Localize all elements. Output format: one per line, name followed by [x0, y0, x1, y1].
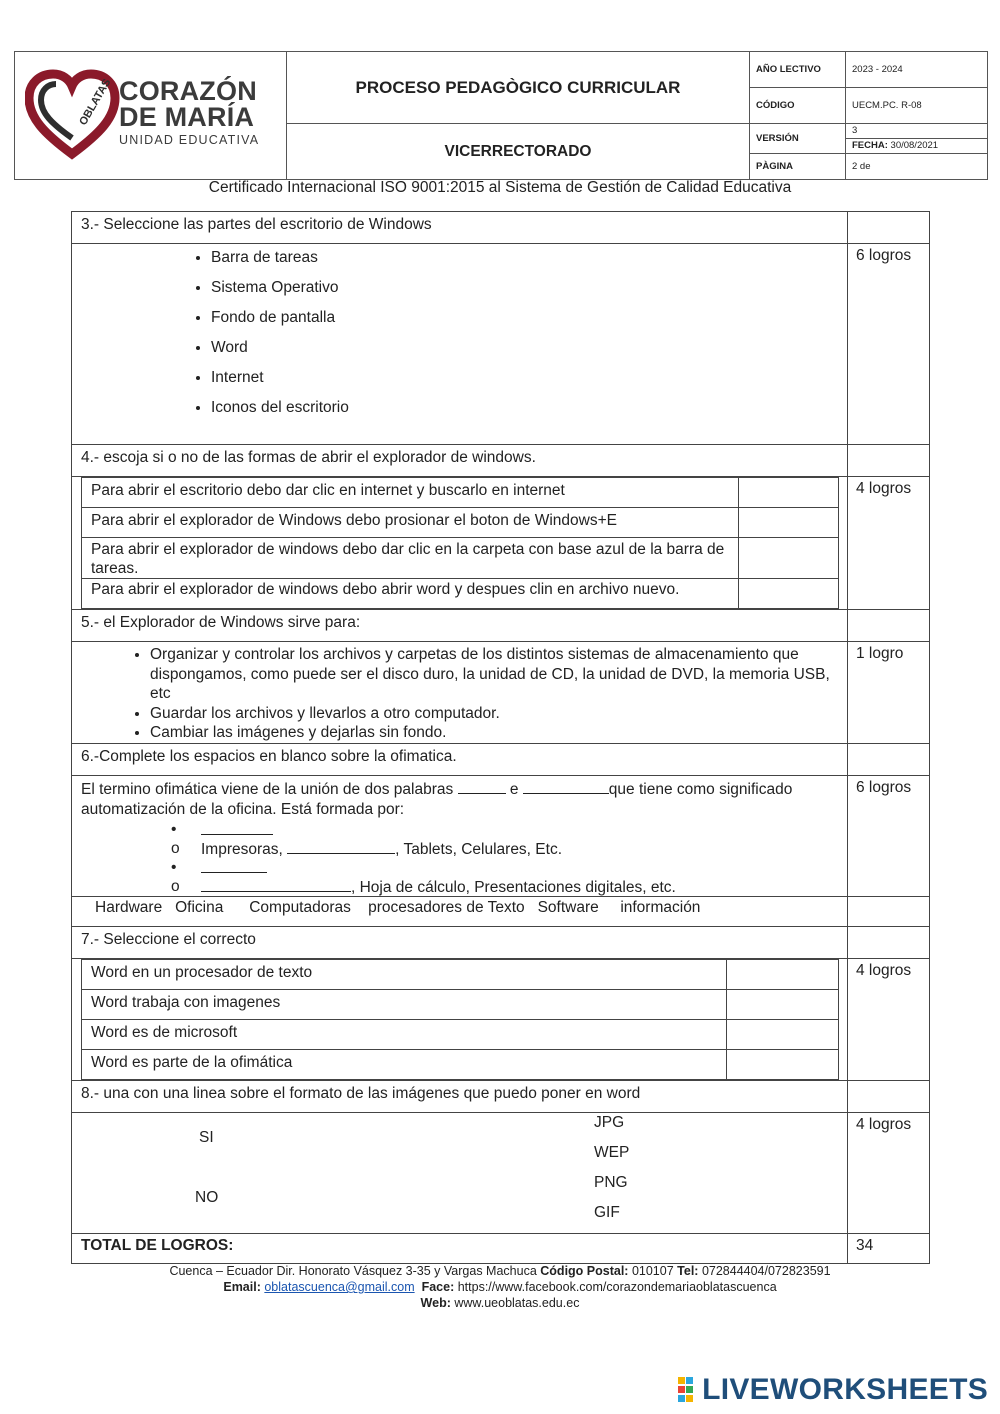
q7-answer-box[interactable]	[727, 989, 839, 1019]
document-title: PROCESO PEDAGÒGICO CURRICULAR	[287, 52, 750, 124]
q5-option[interactable]: • Cambiar las imágenes y dejarlas sin fondo.	[150, 723, 838, 743]
label-page: PÀGINA	[750, 154, 846, 180]
q3-option[interactable]: • Fondo de pantalla	[211, 306, 838, 336]
q3-option[interactable]: • Sistema Operativo	[211, 276, 838, 306]
label-date: FECHA:	[852, 140, 888, 151]
q8-score: 4 logros	[848, 1112, 930, 1233]
q5-option[interactable]: • Guardar los archivos y llevarlos a otro computador.	[150, 704, 838, 724]
q7-select-table	[81, 959, 839, 1080]
circle-bullet-icon: o	[171, 877, 180, 895]
q7-statement: Word en un procesador de texto	[82, 959, 727, 989]
q6-blank-sub1[interactable]	[201, 820, 273, 835]
word-bank-item[interactable]: Hardware	[95, 898, 163, 916]
bullet-icon: •	[171, 858, 177, 876]
q8-right-option[interactable]: JPG	[594, 1113, 625, 1131]
q4-statement: Para abrir el explorador de windows debo abrir word y despues clin en archivo nuevo.	[82, 579, 739, 609]
footer-contact-line	[0, 1279, 1000, 1295]
word-bank-item[interactable]: procesadores de Texto	[368, 898, 525, 916]
footer-address-line	[0, 1263, 1000, 1279]
word-bank-item[interactable]: Oficina	[175, 898, 224, 916]
q4-answer-box[interactable]	[739, 538, 839, 579]
q4-statement: Para abrir el explorador de Windows debo prosionar el boton de Windows+E	[82, 508, 739, 538]
q6-sub-item	[81, 858, 838, 877]
label-version: VERSIÓN	[750, 124, 846, 154]
logo-subtitle: UNIDAD EDUCATIVA	[119, 133, 260, 147]
footer-web: www.ueoblatas.edu.ec	[454, 1296, 580, 1310]
q6-word-bank	[72, 896, 848, 926]
q6-blank-sub2[interactable]	[287, 839, 395, 854]
q5-body	[72, 642, 848, 744]
word-bank-item[interactable]: Software	[537, 898, 599, 916]
q6-blank-word1[interactable]	[458, 779, 506, 794]
q4-title: 4.- escoja si o no de las formas de abrir el explorador de windows.	[72, 445, 848, 477]
q7-title: 7.- Seleccione el correcto	[72, 926, 848, 958]
q6-sub-item	[81, 839, 838, 858]
footer-web-label: Web:	[420, 1296, 451, 1310]
footer-postal-label: Código Postal:	[540, 1264, 629, 1278]
value-page: 2 de	[846, 154, 988, 180]
q7-answer-box[interactable]	[727, 1049, 839, 1079]
worksheet-table	[71, 211, 930, 1264]
label-year: AÑO LECTIVO	[750, 52, 846, 88]
footer-email-link[interactable]: oblatascuenca@gmail.com	[264, 1280, 415, 1294]
q6-title: 6.-Complete los espacios en blanco sobre la ofimatica.	[72, 743, 848, 775]
footer-face: https://www.facebook.com/corazondemariaoblatascuenca	[457, 1280, 777, 1294]
q5-title-score-cell	[848, 610, 930, 642]
q7-statement: Word es de microsoft	[82, 1019, 727, 1049]
q7-score: 4 logros	[848, 958, 930, 1080]
total-label: TOTAL DE LOGROS:	[72, 1233, 848, 1263]
q3-option[interactable]: • Barra de tareas	[211, 246, 838, 276]
q6-text-b: que tiene como significado automatización de la oficina. Está formada por:	[81, 780, 793, 818]
q4-answer-box[interactable]	[739, 478, 839, 508]
q4-answer-box[interactable]	[739, 508, 839, 538]
value-year: 2023 - 2024	[846, 52, 988, 88]
logo-line1: CORAZÓN	[119, 76, 257, 106]
word-bank-item[interactable]: Computadoras	[249, 898, 351, 916]
q4-answer-box[interactable]	[739, 579, 839, 609]
q8-title-score-cell	[848, 1080, 930, 1112]
q3-score: 6 logros	[848, 244, 930, 445]
q3-body	[72, 244, 848, 445]
q3-option[interactable]: • Word	[211, 336, 838, 366]
version-date-cell	[846, 124, 988, 154]
footer-web-line	[0, 1295, 1000, 1311]
q8-right-option[interactable]: GIF	[594, 1203, 620, 1221]
q4-title-score-cell	[848, 445, 930, 477]
q4-statement: Para abrir el explorador de windows debo dar clic en la carpeta con base azul de la barra de tareas.	[82, 538, 739, 579]
certification-line: Certificado Internacional ISO 9001:2015 al Sistema de Gestión de Calidad Educativa	[208, 179, 792, 196]
q6-blank-sub3[interactable]	[201, 858, 267, 873]
document-header	[14, 51, 988, 180]
bullet-icon: •	[171, 820, 177, 838]
q8-title: 8.- una con una linea sobre el formato de las imágenes que puedo poner en word	[72, 1080, 848, 1112]
page-footer	[0, 1263, 1000, 1311]
q5-score: 1 logro	[848, 642, 930, 744]
q7-body	[72, 958, 848, 1080]
footer-postal: 010107	[631, 1264, 674, 1278]
q5-title: 5.- el Explorador de Windows sirve para:	[72, 610, 848, 642]
q3-option[interactable]: • Iconos del escritorio	[211, 396, 838, 426]
q6-text-a: El termino ofimática viene de la unión de dos palabras	[81, 780, 454, 798]
q6-title-score-cell	[848, 743, 930, 775]
logo-wordmark	[119, 78, 259, 147]
watermark-text: LIVEWORKSHEETS	[702, 1373, 988, 1406]
q6-sub2-end: , Tablets, Celulares, Etc.	[395, 840, 563, 858]
footer-email-label: Email:	[223, 1280, 261, 1294]
q6-score: 6 logros	[848, 775, 930, 896]
q3-options	[81, 246, 838, 426]
q7-statement: Word trabaja con imagenes	[82, 989, 727, 1019]
q6-paragraph	[81, 779, 838, 820]
q7-answer-box[interactable]	[727, 959, 839, 989]
q8-left-option[interactable]: NO	[195, 1188, 219, 1206]
svg-text:OBLATAS: OBLATAS	[77, 76, 114, 128]
q7-statement: Word es parte de la ofimática	[82, 1049, 727, 1079]
q5-options	[81, 645, 838, 743]
q8-left-option[interactable]: SI	[199, 1128, 214, 1146]
q3-title: 3.- Seleccione las partes del escritorio de Windows	[72, 212, 848, 244]
logo-line2: DE MARÍA	[119, 102, 255, 132]
footer-face-label: Face:	[421, 1280, 455, 1294]
liveworksheets-logo-icon	[678, 1377, 702, 1403]
footer-address: Cuenca – Ecuador Dir. Honorato Vásquez 3-35 y Vargas Machuca	[169, 1264, 537, 1278]
q6-blank-word2[interactable]	[523, 779, 609, 794]
q3-title-score-cell	[848, 212, 930, 244]
school-logo	[15, 52, 287, 180]
q4-statement: Para abrir el escritorio debo dar clic en internet y buscarlo en internet	[82, 478, 739, 508]
q8-right-option[interactable]: WEP	[594, 1143, 630, 1161]
circle-bullet-icon: o	[171, 839, 180, 857]
q4-body	[72, 477, 848, 610]
q4-score: 4 logros	[848, 477, 930, 610]
label-code: CÓDIGO	[750, 88, 846, 124]
value-code: UECM.PC. R-08	[846, 88, 988, 124]
liveworksheets-watermark	[678, 1373, 988, 1407]
q6-sublist	[81, 820, 838, 896]
q3-option[interactable]: • Internet	[211, 366, 838, 396]
q6-body	[72, 775, 848, 896]
department-title: VICERRECTORADO	[287, 124, 750, 180]
q8-body	[72, 1112, 848, 1233]
q4-yes-no-table	[81, 477, 839, 609]
q6-text-e: e	[509, 780, 519, 798]
total-value: 34	[848, 1233, 930, 1263]
q6-sub4-end: , Hoja de cálculo, Presentaciones digitales, etc.	[351, 878, 676, 896]
q5-option[interactable]: • Organizar y controlar los archivos y carpetas de los distintos sistemas de almacenamiento que dispongamos, como puede ser el disco duro, la unidad de CD, la unidad de DVD, la memoria USB, etc	[150, 645, 838, 704]
q6-sub2-text: Impresoras,	[201, 840, 283, 858]
word-bank-item[interactable]: información	[620, 898, 701, 916]
q6-sub-item	[81, 877, 838, 896]
footer-tel: 072844404/072823591	[701, 1264, 831, 1278]
date-line	[846, 139, 987, 153]
q6-sub-item	[81, 820, 838, 839]
q7-answer-box[interactable]	[727, 1019, 839, 1049]
q8-right-option[interactable]: PNG	[594, 1173, 628, 1191]
footer-tel-label: Tel:	[677, 1264, 699, 1278]
value-version: 3	[846, 124, 987, 139]
q6-blank-sub4[interactable]	[201, 877, 351, 892]
q6-word-bank-score-cell	[848, 896, 930, 926]
heart-logo-icon	[25, 68, 120, 163]
value-date: 30/08/2021	[890, 140, 939, 151]
q7-title-score-cell	[848, 926, 930, 958]
